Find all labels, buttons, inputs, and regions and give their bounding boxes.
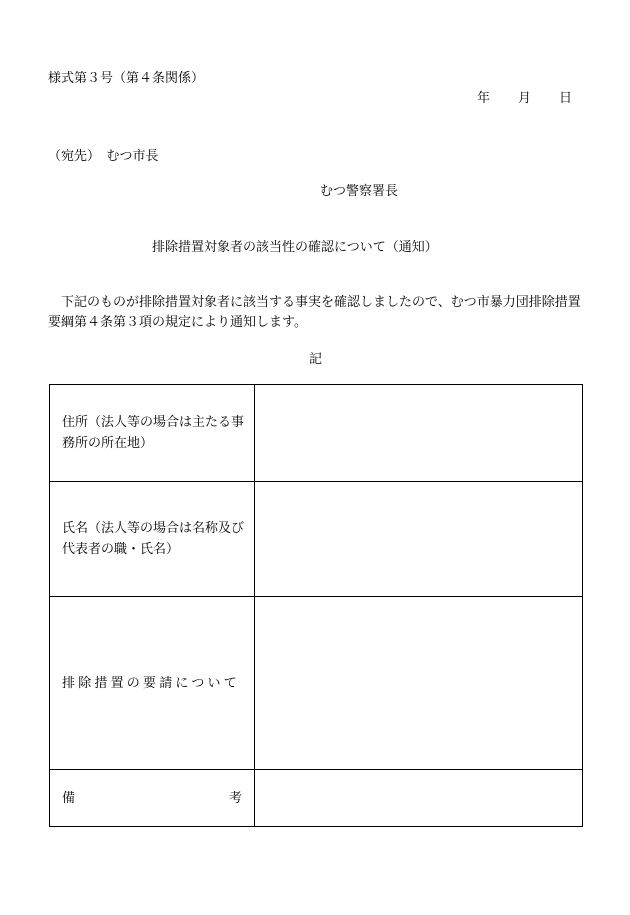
request-label-text: 排除措置の要請について bbox=[62, 675, 240, 691]
date-month-label: 月 bbox=[518, 91, 532, 106]
date-line bbox=[0, 87, 630, 106]
form-number: 様式第３号（第４条関係） bbox=[48, 71, 205, 86]
remarks-label-left: 備 bbox=[62, 790, 76, 806]
ki-heading: 記 bbox=[309, 352, 323, 367]
table-row-name bbox=[50, 482, 583, 597]
remarks-label-right: 考 bbox=[228, 790, 242, 806]
table-row-address bbox=[50, 385, 583, 482]
remarks-label bbox=[50, 770, 255, 827]
body-text: 下記のものが排除措置対象者に該当する事実を確認しましたので、むつ市暴力団排除措置要綱第４条第３項の規定により通知します。 bbox=[48, 295, 581, 330]
name-value-cell[interactable] bbox=[255, 482, 583, 597]
request-label bbox=[50, 597, 255, 770]
request-value-cell[interactable] bbox=[255, 597, 583, 770]
table-row-request bbox=[50, 597, 583, 770]
date-year-label: 年 bbox=[477, 91, 491, 106]
addressee: （宛先） むつ市長 bbox=[48, 149, 159, 164]
date-day-label: 日 bbox=[559, 91, 573, 106]
name-label: 氏名（法人等の場合は名称及び代表者の職・氏名） bbox=[50, 482, 255, 597]
notification-table bbox=[49, 384, 583, 827]
address-value-cell[interactable] bbox=[255, 385, 583, 482]
document-title: 排除措置対象者の該当性の確認について（通知） bbox=[152, 240, 438, 255]
remarks-value-cell[interactable] bbox=[255, 770, 583, 827]
table-row-remarks bbox=[50, 770, 583, 827]
sender: むつ警察署長 bbox=[320, 184, 399, 199]
address-label: 住所（法人等の場合は主たる事務所の所在地） bbox=[50, 385, 255, 482]
